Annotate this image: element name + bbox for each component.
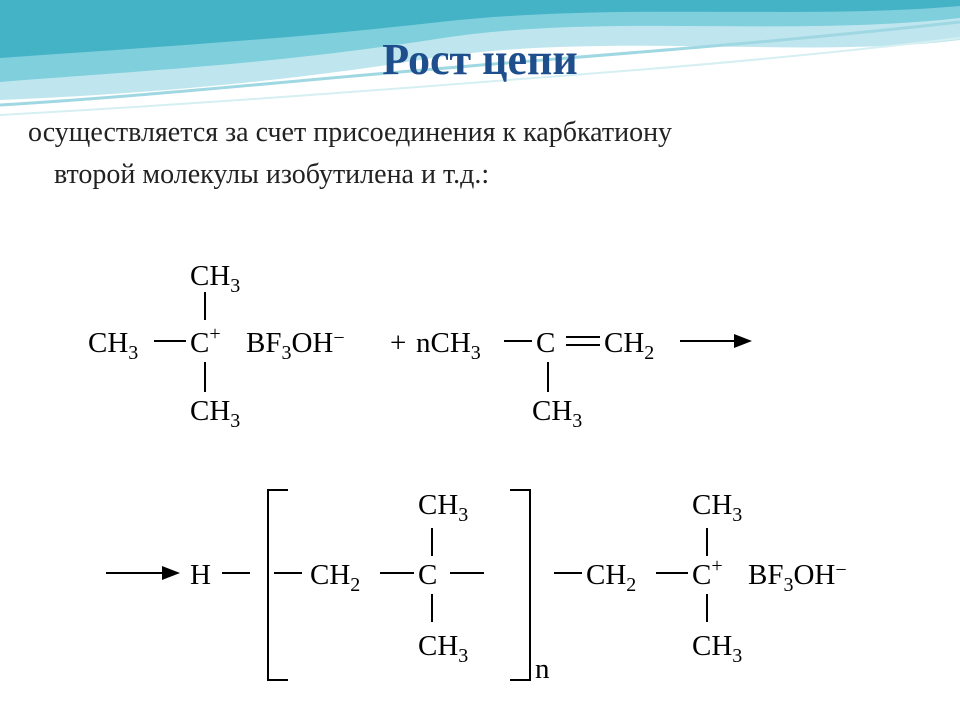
r2-bottom-ch3: $CH_3$ xyxy=(418,630,469,667)
r2-n: n xyxy=(535,653,550,685)
r2-carbocation: C+ xyxy=(692,555,723,591)
r1-bottom-ch3-2: $CH_3$ xyxy=(532,395,583,432)
r2-h: H xyxy=(190,559,211,591)
r2-ch2: $CH_2$ xyxy=(310,559,361,596)
r1-carbocation: C+ xyxy=(190,323,221,359)
r1-nch3: nCH$_3$ xyxy=(416,327,481,364)
r1-ch2: $CH_2$ xyxy=(604,327,655,364)
r2-bottom2-ch3: $CH_3$ xyxy=(692,630,743,667)
r1-bottom-ch3-1: $CH_3$ xyxy=(190,395,241,432)
r1-bf3oh: $BF_3OH^-$ xyxy=(246,327,345,364)
r1-c2: C xyxy=(536,327,556,359)
slide-title: Рост цепи xyxy=(382,35,578,84)
r2-top-ch3: $CH_3$ xyxy=(418,489,469,526)
r1-plus: + xyxy=(390,327,407,359)
text-line-1: осуществляется за счет присоединения к карбкатиону xyxy=(28,117,673,148)
r2-top2-ch3: $CH_3$ xyxy=(692,489,743,526)
r2-ch2b: $CH_2$ xyxy=(586,559,637,596)
text-line-2: второй молекулы изобутилена и т.д.: xyxy=(54,159,490,190)
r2-bf3oh: $BF_3OH^-$ xyxy=(748,559,847,596)
r1-left-ch3: $CH_3$ xyxy=(88,327,139,364)
r1-top-ch3: $CH_3$ xyxy=(190,260,241,297)
r2-c: C xyxy=(418,559,438,591)
